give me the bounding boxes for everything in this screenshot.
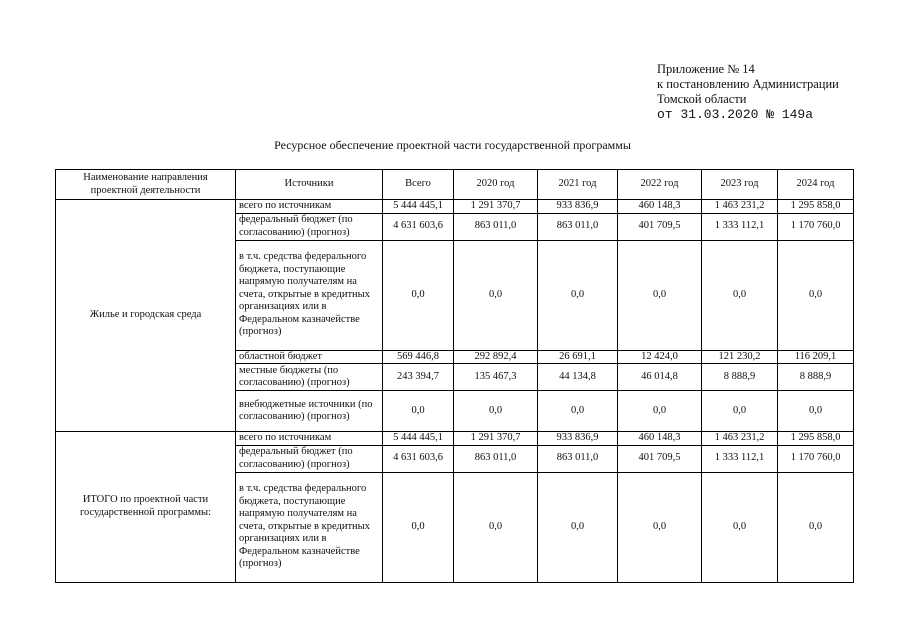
source-cell: местные бюджеты (по согласованию) (прогноз) [236, 364, 383, 391]
value-cell: 863 011,0 [538, 445, 618, 472]
column-header: 2023 год [702, 170, 778, 200]
source-cell: в т.ч. средства федерального бюджета, поступающие напрямую получателям на счета, открытые в кредитных организациях или в Федеральном казначействе (прогноз) [236, 240, 383, 350]
value-cell: 1 333 112,1 [702, 213, 778, 240]
table-row [56, 200, 854, 214]
source-cell: федеральный бюджет (по согласованию) (прогноз) [236, 445, 383, 472]
value-cell: 4 631 603,6 [383, 213, 454, 240]
column-header: 2022 год [618, 170, 702, 200]
value-cell: 4 631 603,6 [383, 445, 454, 472]
value-cell: 0,0 [454, 240, 538, 350]
value-cell: 135 467,3 [454, 364, 538, 391]
source-cell: областной бюджет [236, 350, 383, 364]
value-cell: 863 011,0 [454, 213, 538, 240]
value-cell: 0,0 [778, 472, 854, 582]
document-title: Ресурсное обеспечение проектной части государственной программы [274, 138, 631, 152]
decree-date: от 31.03.2020 № 149а [657, 107, 814, 122]
appendix-number: Приложение № 14 [657, 62, 755, 76]
value-cell: 5 444 445,1 [383, 432, 454, 446]
value-cell: 0,0 [702, 391, 778, 432]
region-name: Томской области [657, 92, 747, 106]
value-cell: 1 170 760,0 [778, 445, 854, 472]
value-cell: 0,0 [383, 391, 454, 432]
value-cell: 292 892,4 [454, 350, 538, 364]
value-cell: 933 836,9 [538, 200, 618, 214]
source-cell: всего по источникам [236, 432, 383, 446]
value-cell: 0,0 [538, 240, 618, 350]
value-cell: 1 291 370,7 [454, 432, 538, 446]
value-cell: 1 295 858,0 [778, 200, 854, 214]
column-header: Всего [383, 170, 454, 200]
value-cell: 0,0 [538, 472, 618, 582]
resource-table [55, 169, 854, 583]
value-cell: 1 295 858,0 [778, 432, 854, 446]
source-cell: всего по источникам [236, 200, 383, 214]
value-cell: 1 463 231,2 [702, 200, 778, 214]
value-cell: 0,0 [778, 240, 854, 350]
value-cell: 0,0 [383, 240, 454, 350]
column-header: Источники [236, 170, 383, 200]
source-cell: внебюджетные источники (по согласованию) (прогноз) [236, 391, 383, 432]
value-cell: 44 134,8 [538, 364, 618, 391]
table-row [56, 432, 854, 446]
value-cell: 1 291 370,7 [454, 200, 538, 214]
value-cell: 12 424,0 [618, 350, 702, 364]
value-cell: 401 709,5 [618, 445, 702, 472]
value-cell: 863 011,0 [454, 445, 538, 472]
value-cell: 0,0 [618, 472, 702, 582]
value-cell: 0,0 [702, 472, 778, 582]
value-cell: 5 444 445,1 [383, 200, 454, 214]
value-cell: 116 209,1 [778, 350, 854, 364]
total-label: ИТОГО по проектной части государственной программы: [56, 432, 236, 583]
source-cell: федеральный бюджет (по согласованию) (прогноз) [236, 213, 383, 240]
value-cell: 569 446,8 [383, 350, 454, 364]
value-cell: 0,0 [454, 472, 538, 582]
value-cell: 401 709,5 [618, 213, 702, 240]
document-header [657, 62, 839, 122]
decree-reference: к постановлению Администрации [657, 77, 839, 91]
column-header: Наименование направления проектной деятельности [56, 170, 236, 200]
table-header-row [56, 170, 854, 200]
value-cell: 1 170 760,0 [778, 213, 854, 240]
value-cell: 243 394,7 [383, 364, 454, 391]
value-cell: 0,0 [778, 391, 854, 432]
value-cell: 1 463 231,2 [702, 432, 778, 446]
value-cell: 121 230,2 [702, 350, 778, 364]
value-cell: 863 011,0 [538, 213, 618, 240]
value-cell: 0,0 [618, 240, 702, 350]
value-cell: 0,0 [618, 391, 702, 432]
source-cell: в т.ч. средства федерального бюджета, поступающие напрямую получателям на счета, открытые в кредитных организациях или в Федеральном казначействе (прогноз) [236, 472, 383, 582]
value-cell: 26 691,1 [538, 350, 618, 364]
value-cell: 933 836,9 [538, 432, 618, 446]
column-header: 2021 год [538, 170, 618, 200]
value-cell: 0,0 [538, 391, 618, 432]
value-cell: 8 888,9 [702, 364, 778, 391]
direction-name: Жилье и городская среда [56, 200, 236, 432]
value-cell: 460 148,3 [618, 200, 702, 214]
value-cell: 46 014,8 [618, 364, 702, 391]
column-header: 2024 год [778, 170, 854, 200]
value-cell: 0,0 [454, 391, 538, 432]
column-header: 2020 год [454, 170, 538, 200]
value-cell: 8 888,9 [778, 364, 854, 391]
value-cell: 460 148,3 [618, 432, 702, 446]
value-cell: 0,0 [702, 240, 778, 350]
value-cell: 0,0 [383, 472, 454, 582]
value-cell: 1 333 112,1 [702, 445, 778, 472]
